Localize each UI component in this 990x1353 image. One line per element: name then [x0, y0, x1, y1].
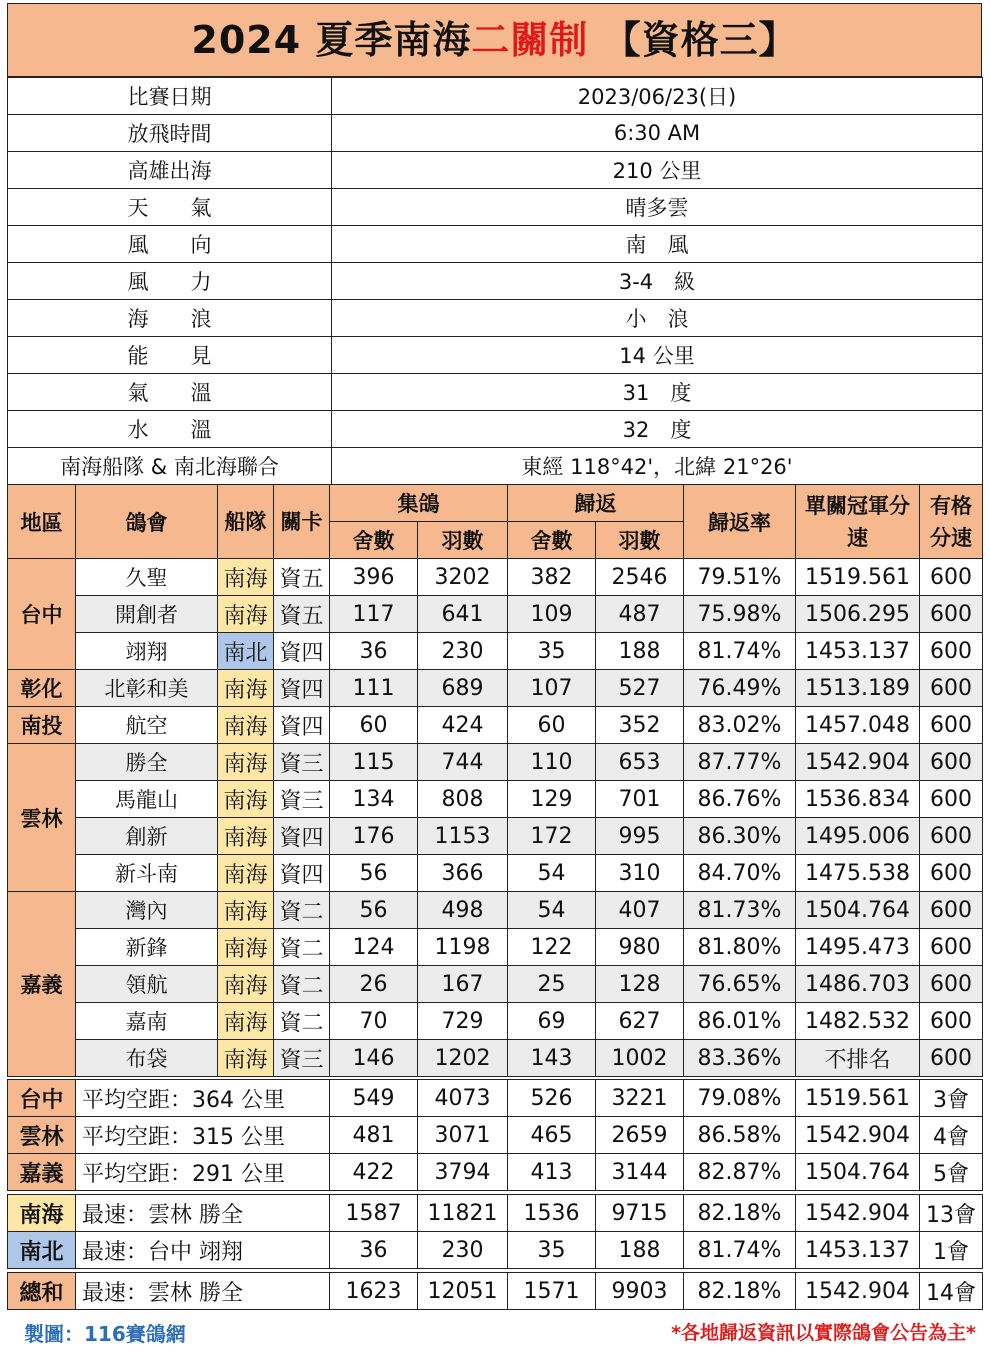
collect-birds: 1153: [418, 818, 508, 855]
qualifying-speed: 600: [920, 855, 983, 892]
stage-label: 資四: [274, 633, 330, 670]
info-label: 水 溫: [8, 411, 332, 448]
table-row: [8, 707, 983, 744]
champion-speed: 1542.904: [796, 744, 920, 781]
summary-label: 台中: [8, 1080, 76, 1117]
champion-speed: 1519.561: [796, 559, 920, 596]
qualifying-speed: 600: [920, 633, 983, 670]
info-value: 小 浪: [332, 300, 983, 337]
total-table: [7, 1272, 983, 1310]
table-row: [8, 781, 983, 818]
return-houses: 60: [508, 707, 596, 744]
collect-birds: 3071: [418, 1117, 508, 1154]
collect-birds: 744: [418, 744, 508, 781]
return-houses: 465: [508, 1117, 596, 1154]
info-row: [8, 300, 983, 337]
return-birds: 128: [596, 966, 684, 1003]
qualifying-speed: 600: [920, 781, 983, 818]
header-fleet: 船隊: [218, 485, 274, 559]
club-count: 3會: [920, 1080, 983, 1117]
return-houses: 35: [508, 633, 596, 670]
header-region: 地區: [8, 485, 76, 559]
return-rate: 83.02%: [684, 707, 796, 744]
club-count: 14會: [920, 1273, 983, 1310]
collect-houses: 70: [330, 1003, 418, 1040]
collect-birds: 366: [418, 855, 508, 892]
return-houses: 526: [508, 1080, 596, 1117]
info-value: 南 風: [332, 226, 983, 263]
collect-houses: 549: [330, 1080, 418, 1117]
info-row: [8, 152, 983, 189]
return-houses: 54: [508, 855, 596, 892]
champion-speed: 1542.904: [796, 1117, 920, 1154]
club-name: 灣內: [76, 892, 218, 929]
collect-birds: 641: [418, 596, 508, 633]
page-title: 2024 夏季南海二關制 【資格三】: [7, 3, 982, 77]
return-rate: 87.77%: [684, 744, 796, 781]
collect-houses: 1587: [330, 1195, 418, 1232]
table-row: [8, 596, 983, 633]
summary-label: 嘉義: [8, 1154, 76, 1191]
header-return: 歸返: [508, 485, 684, 522]
return-houses: 1571: [508, 1273, 596, 1310]
collect-birds: 498: [418, 892, 508, 929]
summary-row: [8, 1117, 983, 1154]
return-birds: 527: [596, 670, 684, 707]
info-value: 31 度: [332, 374, 983, 411]
return-rate: 79.08%: [684, 1080, 796, 1117]
return-rate: 83.36%: [684, 1040, 796, 1077]
return-birds: 627: [596, 1003, 684, 1040]
stage-label: 資三: [274, 781, 330, 818]
table-row: [8, 855, 983, 892]
info-value: 2023/06/23(日): [332, 78, 983, 115]
summary-desc: 最速：雲林 勝全: [76, 1273, 330, 1310]
fleet-tag: 南北: [218, 633, 274, 670]
return-rate: 84.70%: [684, 855, 796, 892]
fleet-tag: 南海: [218, 966, 274, 1003]
qualifying-speed: 600: [920, 1003, 983, 1040]
fleet-tag: 南海: [218, 670, 274, 707]
return-houses: 109: [508, 596, 596, 633]
qualifying-speed: 600: [920, 818, 983, 855]
champion-speed: 1495.006: [796, 818, 920, 855]
info-value: 3-4 級: [332, 263, 983, 300]
summary-row: [8, 1273, 983, 1310]
info-row: [8, 78, 983, 115]
collect-birds: 167: [418, 966, 508, 1003]
stage-label: 資二: [274, 966, 330, 1003]
stage-label: 資二: [274, 929, 330, 966]
return-birds: 9715: [596, 1195, 684, 1232]
qualifying-speed: 600: [920, 670, 983, 707]
table-row: [8, 559, 983, 596]
info-label: 氣 溫: [8, 374, 332, 411]
info-value: 32 度: [332, 411, 983, 448]
header-collect-birds: 羽數: [418, 522, 508, 559]
stage-label: 資三: [274, 1040, 330, 1077]
club-name: 久聖: [76, 559, 218, 596]
collect-birds: 424: [418, 707, 508, 744]
info-label: 放飛時間: [8, 115, 332, 152]
return-rate: 76.65%: [684, 966, 796, 1003]
return-houses: 110: [508, 744, 596, 781]
return-houses: 172: [508, 818, 596, 855]
collect-birds: 4073: [418, 1080, 508, 1117]
return-birds: 653: [596, 744, 684, 781]
return-birds: 407: [596, 892, 684, 929]
stage-label: 資五: [274, 559, 330, 596]
fleet-summary-table: [7, 1194, 983, 1269]
return-houses: 107: [508, 670, 596, 707]
fleet-tag: 南海: [218, 1003, 274, 1040]
table-row: [8, 892, 983, 929]
return-birds: 701: [596, 781, 684, 818]
stage-label: 資四: [274, 707, 330, 744]
return-houses: 129: [508, 781, 596, 818]
club-name: 北彰和美: [76, 670, 218, 707]
summary-label: 總和: [8, 1273, 76, 1310]
info-label: 風 向: [8, 226, 332, 263]
champion-speed: 1482.532: [796, 1003, 920, 1040]
club-name: 馬龍山: [76, 781, 218, 818]
return-houses: 35: [508, 1232, 596, 1269]
club-count: 13會: [920, 1195, 983, 1232]
collect-birds: 3794: [418, 1154, 508, 1191]
champion-speed: 1504.764: [796, 892, 920, 929]
info-row: [8, 337, 983, 374]
collect-houses: 124: [330, 929, 418, 966]
return-houses: 69: [508, 1003, 596, 1040]
summary-label: 南海: [8, 1195, 76, 1232]
fleet-tag: 南海: [218, 892, 274, 929]
champion-speed: 1506.295: [796, 596, 920, 633]
champion-speed: 1486.703: [796, 966, 920, 1003]
header-return-houses: 舍數: [508, 522, 596, 559]
club-name: 開創者: [76, 596, 218, 633]
fleet-tag: 南海: [218, 596, 274, 633]
club-count: 1會: [920, 1232, 983, 1269]
return-houses: 143: [508, 1040, 596, 1077]
club-name: 航空: [76, 707, 218, 744]
collect-houses: 56: [330, 892, 418, 929]
collect-birds: 230: [418, 633, 508, 670]
collect-houses: 1623: [330, 1273, 418, 1310]
stage-label: 資五: [274, 596, 330, 633]
region-label: 彰化: [8, 670, 76, 707]
collect-birds: 12051: [418, 1273, 508, 1310]
summary-row: [8, 1195, 983, 1232]
collect-birds: 230: [418, 1232, 508, 1269]
qualifying-speed: 600: [920, 744, 983, 781]
table-row: [8, 1040, 983, 1077]
summary-row: [8, 1154, 983, 1191]
info-row: [8, 115, 983, 152]
return-rate: 86.58%: [684, 1117, 796, 1154]
stage-label: 資二: [274, 892, 330, 929]
return-birds: 352: [596, 707, 684, 744]
collect-birds: 689: [418, 670, 508, 707]
disclaimer-note: *各地歸返資訊以實際鴿會公告為主*: [671, 1322, 976, 1344]
info-row: [8, 226, 983, 263]
return-rate: 81.74%: [684, 633, 796, 670]
return-rate: 75.98%: [684, 596, 796, 633]
info-label: 風 力: [8, 263, 332, 300]
club-name: 新鋒: [76, 929, 218, 966]
table-row: [8, 966, 983, 1003]
info-value: 東經 118°42'，北緯 21°26': [332, 448, 983, 485]
club-name: 翊翔: [76, 633, 218, 670]
champion-speed: 1513.189: [796, 670, 920, 707]
collect-houses: 26: [330, 966, 418, 1003]
fleet-tag: 南海: [218, 744, 274, 781]
table-row: [8, 670, 983, 707]
return-birds: 487: [596, 596, 684, 633]
collect-houses: 134: [330, 781, 418, 818]
summary-desc: 平均空距：315 公里: [76, 1117, 330, 1154]
collect-houses: 146: [330, 1040, 418, 1077]
stage-label: 資四: [274, 818, 330, 855]
fleet-tag: 南海: [218, 855, 274, 892]
fleet-tag: 南海: [218, 1040, 274, 1077]
collect-houses: 36: [330, 633, 418, 670]
fleet-tag: 南海: [218, 929, 274, 966]
info-label: 南海船隊 & 南北海聯合: [8, 448, 332, 485]
collect-houses: 60: [330, 707, 418, 744]
return-birds: 3221: [596, 1080, 684, 1117]
return-birds: 3144: [596, 1154, 684, 1191]
header-stage: 關卡: [274, 485, 330, 559]
champion-speed: 1542.904: [796, 1273, 920, 1310]
return-rate: 76.49%: [684, 670, 796, 707]
info-row: [8, 411, 983, 448]
table-row: [8, 744, 983, 781]
fleet-tag: 南海: [218, 559, 274, 596]
qualifying-speed: 600: [920, 559, 983, 596]
qualifying-speed: 600: [920, 596, 983, 633]
info-row: [8, 374, 983, 411]
info-row: [8, 263, 983, 300]
champion-speed: 1475.538: [796, 855, 920, 892]
champion-speed: 1457.048: [796, 707, 920, 744]
collect-birds: 808: [418, 781, 508, 818]
header-club: 鴿會: [76, 485, 218, 559]
return-birds: 995: [596, 818, 684, 855]
champion-speed: 1453.137: [796, 1232, 920, 1269]
champion-speed: 1536.834: [796, 781, 920, 818]
collect-birds: 3202: [418, 559, 508, 596]
race-info-table: [7, 77, 983, 485]
collect-birds: 1198: [418, 929, 508, 966]
summary-desc: 平均空距：364 公里: [76, 1080, 330, 1117]
return-birds: 310: [596, 855, 684, 892]
return-rate: 86.76%: [684, 781, 796, 818]
header-collect-houses: 舍數: [330, 522, 418, 559]
info-label: 海 浪: [8, 300, 332, 337]
return-houses: 54: [508, 892, 596, 929]
table-row: [8, 929, 983, 966]
qualifying-speed: 600: [920, 1040, 983, 1077]
collect-houses: 481: [330, 1117, 418, 1154]
info-label: 天 氣: [8, 189, 332, 226]
info-row: [8, 448, 983, 485]
fleet-tag: 南海: [218, 781, 274, 818]
summary-label: 雲林: [8, 1117, 76, 1154]
champion-speed: 1542.904: [796, 1195, 920, 1232]
stage-label: 資三: [274, 744, 330, 781]
summary-desc: 最速：台中 翊翔: [76, 1232, 330, 1269]
region-label: 嘉義: [8, 892, 76, 1077]
summary-desc: 最速：雲林 勝全: [76, 1195, 330, 1232]
collect-houses: 396: [330, 559, 418, 596]
return-houses: 1536: [508, 1195, 596, 1232]
info-label: 高雄出海: [8, 152, 332, 189]
results-table: [7, 484, 983, 1077]
club-name: 新斗南: [76, 855, 218, 892]
qualifying-speed: 600: [920, 966, 983, 1003]
header-qual: 有格分速: [920, 485, 983, 559]
return-birds: 2546: [596, 559, 684, 596]
header-return-birds: 羽數: [596, 522, 684, 559]
region-summary-table: [7, 1079, 983, 1191]
stage-label: 資四: [274, 670, 330, 707]
collect-houses: 56: [330, 855, 418, 892]
collect-houses: 176: [330, 818, 418, 855]
info-value: 14 公里: [332, 337, 983, 374]
info-label: 比賽日期: [8, 78, 332, 115]
champion-speed: 1519.561: [796, 1080, 920, 1117]
collect-birds: 11821: [418, 1195, 508, 1232]
qualifying-speed: 600: [920, 707, 983, 744]
qualifying-speed: 600: [920, 892, 983, 929]
collect-houses: 117: [330, 596, 418, 633]
return-rate: 81.73%: [684, 892, 796, 929]
return-birds: 188: [596, 633, 684, 670]
collect-houses: 111: [330, 670, 418, 707]
return-houses: 382: [508, 559, 596, 596]
header-speed: 單關冠軍分速: [796, 485, 920, 559]
summary-label: 南北: [8, 1232, 76, 1269]
return-birds: 9903: [596, 1273, 684, 1310]
club-name: 布袋: [76, 1040, 218, 1077]
summary-desc: 平均空距：291 公里: [76, 1154, 330, 1191]
return-birds: 1002: [596, 1040, 684, 1077]
return-rate: 82.87%: [684, 1154, 796, 1191]
region-label: 南投: [8, 707, 76, 744]
info-label: 能 見: [8, 337, 332, 374]
return-rate: 86.01%: [684, 1003, 796, 1040]
return-houses: 122: [508, 929, 596, 966]
table-row: [8, 1003, 983, 1040]
stage-label: 資四: [274, 855, 330, 892]
summary-row: [8, 1080, 983, 1117]
info-value: 210 公里: [332, 152, 983, 189]
champion-speed: 1495.473: [796, 929, 920, 966]
info-value: 晴多雲: [332, 189, 983, 226]
summary-row: [8, 1232, 983, 1269]
stage-label: 資二: [274, 1003, 330, 1040]
header-collect: 集鴿: [330, 485, 508, 522]
credit-label: 製圖：116賽鴿網: [24, 1322, 186, 1346]
club-count: 5會: [920, 1154, 983, 1191]
return-birds: 2659: [596, 1117, 684, 1154]
collect-birds: 1202: [418, 1040, 508, 1077]
collect-birds: 729: [418, 1003, 508, 1040]
table-row: [8, 633, 983, 670]
info-row: [8, 189, 983, 226]
champion-speed: 不排名: [796, 1040, 920, 1077]
return-rate: 79.51%: [684, 559, 796, 596]
region-label: 台中: [8, 559, 76, 670]
fleet-tag: 南海: [218, 707, 274, 744]
club-count: 4會: [920, 1117, 983, 1154]
club-name: 領航: [76, 966, 218, 1003]
region-label: 雲林: [8, 744, 76, 892]
club-name: 創新: [76, 818, 218, 855]
club-name: 嘉南: [76, 1003, 218, 1040]
champion-speed: 1504.764: [796, 1154, 920, 1191]
club-name: 勝全: [76, 744, 218, 781]
return-houses: 413: [508, 1154, 596, 1191]
collect-houses: 36: [330, 1232, 418, 1269]
header-rate: 歸返率: [684, 485, 796, 559]
table-row: [8, 818, 983, 855]
return-houses: 25: [508, 966, 596, 1003]
return-rate: 82.18%: [684, 1273, 796, 1310]
collect-houses: 422: [330, 1154, 418, 1191]
return-rate: 82.18%: [684, 1195, 796, 1232]
qualifying-speed: 600: [920, 929, 983, 966]
return-rate: 81.74%: [684, 1232, 796, 1269]
fleet-tag: 南海: [218, 818, 274, 855]
champion-speed: 1453.137: [796, 633, 920, 670]
return-rate: 86.30%: [684, 818, 796, 855]
return-birds: 980: [596, 929, 684, 966]
info-value: 6:30 AM: [332, 115, 983, 152]
collect-houses: 115: [330, 744, 418, 781]
return-birds: 188: [596, 1232, 684, 1269]
return-rate: 81.80%: [684, 929, 796, 966]
